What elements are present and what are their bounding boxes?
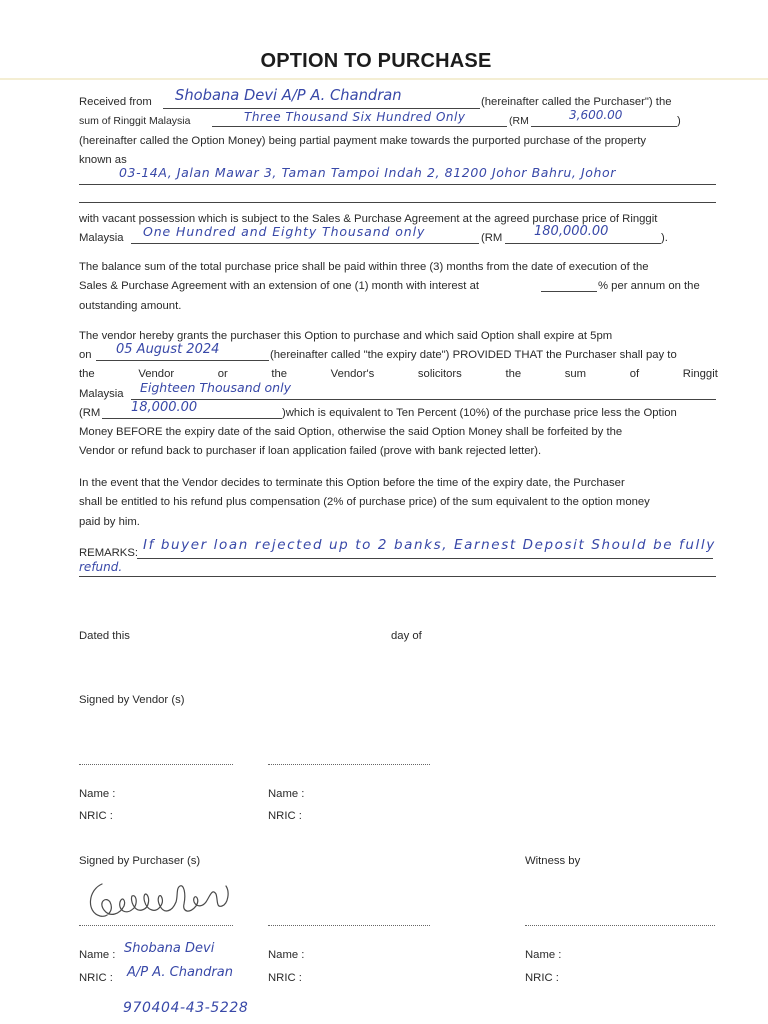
vendor1-name-label: Name :	[79, 788, 116, 800]
purchaser-signature	[80, 872, 240, 928]
purchaser-name-value: Shobana Devi	[124, 941, 215, 956]
para2-line1: with vacant possession which is subject to the Sales & Purchase Agreement at the agreed purchase price of Ringgit	[79, 213, 658, 225]
witness-signature-line	[525, 925, 715, 926]
sum-close-paren: )	[677, 115, 681, 127]
address-line-2	[79, 202, 716, 203]
property-address-handwritten: 03-14A, Jalan Mawar 3, Taman Tampoi Indah 2, 81200 Johor Bahru, Johor	[119, 165, 617, 180]
purchaser1-nric-label: NRIC :	[79, 972, 113, 984]
para4-line1: The vendor hereby grants the purchaser this Option to purchase and which said Option shall expire at 5pm	[79, 330, 613, 342]
purchaser2-nric-label: NRIC :	[268, 972, 302, 984]
word: of	[629, 368, 640, 380]
vendor-signature-line-2	[268, 764, 430, 765]
balance-figure-handwritten: 18,000.00	[131, 400, 198, 415]
balance-figure-line	[102, 418, 282, 419]
sum-rm-label: (RM	[509, 115, 529, 127]
sum-words-handwritten: Three Thousand Six Hundred Only	[244, 110, 466, 124]
page-title: OPTION TO PURCHASE	[260, 50, 492, 72]
sum-words-line	[212, 126, 507, 127]
remarks-handwritten-1: If buyer loan rejected up to 2 banks, Earnest Deposit Should be fully	[143, 537, 716, 553]
signed-by-vendor-label: Signed by Vendor (s)	[79, 694, 185, 706]
para5-line1: In the event that the Vendor decides to terminate this Option before the time of the expiry date, the Purchaser	[79, 477, 625, 489]
word: the	[271, 368, 288, 380]
known-as-label: known as	[79, 154, 127, 166]
para4-malaysia: Malaysia	[79, 388, 124, 400]
purchaser1-name-label: Name :	[79, 949, 116, 961]
purchaser-name-line	[163, 108, 480, 109]
witness-nric-label: NRIC :	[525, 972, 559, 984]
day-of-label: day of	[391, 630, 422, 642]
para4-line7: Vendor or refund back to purchaser if loan application failed (prove with bank rejected letter).	[79, 445, 542, 457]
para4-on: on	[79, 349, 92, 361]
para5-line3: paid by him.	[79, 516, 140, 528]
dated-this-label: Dated this	[79, 630, 130, 642]
para4-line6: Money BEFORE the expiry date of the said Option, otherwise the said Option Money shall be forfeited by the	[79, 426, 623, 438]
para3-line3: outstanding amount.	[79, 300, 182, 312]
price-words-line	[131, 243, 479, 244]
price-words-handwritten: One Hundred and Eighty Thousand only	[143, 224, 426, 239]
word: the	[505, 368, 522, 380]
signed-by-purchaser-label: Signed by Purchaser (s)	[79, 855, 201, 867]
balance-words-line	[131, 399, 716, 400]
purchaser-name-handwritten: Shobana Devi A/P A. Chandran	[175, 86, 402, 104]
sum-figure-handwritten: 3,600.00	[569, 108, 623, 122]
price-close: ).	[661, 232, 668, 244]
para1-line3: (hereinafter called the Option Money) being partial payment make towards the purported purchase of the property	[79, 135, 647, 147]
word: solicitors	[417, 368, 462, 380]
purchaser2-name-label: Name :	[268, 949, 305, 961]
para4-line5b: )which is equivalent to Ten Percent (10%) of the purchase price less the Option	[282, 407, 677, 419]
header-rule	[0, 78, 768, 80]
expiry-date-line	[96, 360, 269, 361]
sum-figure-line	[531, 126, 677, 127]
word: Vendor's	[330, 368, 375, 380]
price-rm-label: (RM	[481, 232, 503, 244]
vendor2-nric-label: NRIC :	[268, 810, 302, 822]
para3-line2b: % per annum on the	[598, 280, 700, 292]
para3-line2a: Sales & Purchase Agreement with an extension of one (1) month with interest at	[79, 280, 480, 292]
word: or	[217, 368, 228, 380]
received-from-label: Received from	[79, 96, 152, 108]
interest-rate-line	[541, 291, 597, 292]
remarks-line-1	[137, 558, 713, 559]
purchaser-suffix: (hereinafter called the Purchaser") the	[481, 96, 672, 108]
word: the	[79, 368, 95, 380]
price-figure-handwritten: 180,000.00	[534, 224, 609, 239]
witness-name-label: Name :	[525, 949, 562, 961]
witness-by-label: Witness by	[525, 855, 581, 867]
purchaser-signature-line-1	[79, 925, 233, 926]
price-figure-line	[505, 243, 661, 244]
word: Vendor	[138, 368, 175, 380]
purchaser-signature-line-2	[268, 925, 430, 926]
para2-malaysia: Malaysia	[79, 232, 124, 244]
para4-rm-label: (RM	[79, 407, 101, 419]
vendor-signature-line-1	[79, 764, 233, 765]
para5-line2: shall be entitled to his refund plus compensation (2% of purchase price) of the sum equivalent to the option money	[79, 496, 650, 508]
expiry-date-handwritten: 05 August 2024	[116, 342, 220, 357]
sum-of-label: sum of Ringgit Malaysia	[79, 115, 191, 127]
remarks-handwritten-2: refund.	[79, 560, 123, 574]
remarks-label: REMARKS:	[79, 547, 139, 559]
purchaser-nric-value-2: 970404-43-5228	[123, 1000, 249, 1016]
vendor1-nric-label: NRIC :	[79, 810, 113, 822]
word: Ringgit	[682, 368, 718, 380]
para4-line2b: (hereinafter called "the expiry date") PROVIDED THAT the Purchaser shall pay to	[270, 349, 677, 361]
word: sum	[564, 368, 587, 380]
remarks-line-2	[79, 576, 716, 577]
balance-words-handwritten: Eighteen Thousand only	[140, 380, 291, 395]
address-line	[79, 184, 716, 185]
para3-line1: The balance sum of the total purchase price shall be paid within three (3) months from the date of execution of the	[79, 261, 649, 273]
vendor2-name-label: Name :	[268, 788, 305, 800]
purchaser-nric-value-1: A/P A. Chandran	[127, 965, 233, 980]
